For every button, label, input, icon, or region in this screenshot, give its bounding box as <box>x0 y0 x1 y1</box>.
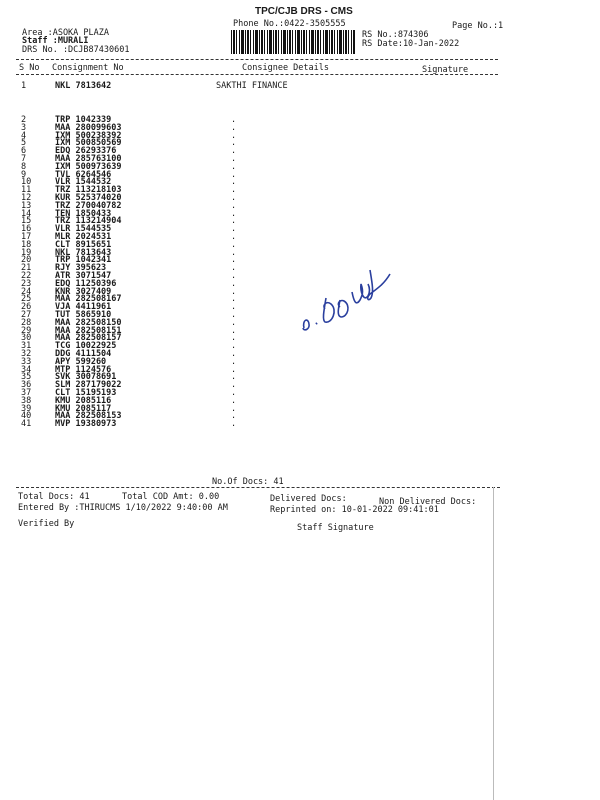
row-sno: 5 <box>21 138 27 149</box>
table-row <box>0 138 600 149</box>
row-consignment: TEN 1850433 <box>55 208 112 219</box>
row-sno: 15 <box>21 216 32 227</box>
row-sno: 28 <box>21 317 32 328</box>
row-consignee-placeholder: . <box>231 317 237 328</box>
row-consignee-placeholder: . <box>231 388 237 398</box>
row-consignee-placeholder: . <box>231 185 237 196</box>
row-consignment: MTP 1124576 <box>55 364 112 375</box>
row-sno: 31 <box>21 341 32 352</box>
row-consignee-placeholder: . <box>231 122 237 133</box>
table-row <box>0 365 600 373</box>
row-consignment: CLT 15195193 <box>55 388 117 398</box>
row-consignee-placeholder: . <box>231 216 237 227</box>
table-row <box>0 372 600 383</box>
table-row <box>0 170 600 178</box>
table-row <box>0 115 600 123</box>
row-sno: 4 <box>21 130 27 141</box>
row-consignment: ATR 3071547 <box>55 271 112 281</box>
table-row <box>0 240 600 248</box>
table-row <box>0 131 600 139</box>
row-consignee-placeholder: . <box>231 169 237 180</box>
row-sno: 32 <box>21 349 32 359</box>
row-sno: 37 <box>21 388 32 398</box>
row-sno: 30 <box>21 333 32 344</box>
row-consignment: SLM 287179022 <box>55 380 122 391</box>
table-row <box>0 388 600 396</box>
table-row <box>0 419 600 430</box>
row-consignment: EDQ 11250396 <box>55 278 117 289</box>
row-sno: 21 <box>21 263 32 274</box>
row-consignment: KMU 2085117 <box>55 403 112 414</box>
row-consignment: TVL 6264546 <box>55 169 112 180</box>
row-sno: 26 <box>21 302 32 313</box>
row-sno: 13 <box>21 200 32 211</box>
row-consignee-placeholder: . <box>231 115 237 125</box>
area-label: Area :ASOKA PLAZA <box>22 28 109 38</box>
row-consignment: MAA 282508153 <box>55 411 122 422</box>
row-consignment: SVK 30078691 <box>55 372 117 383</box>
row-consignee-placeholder: . <box>231 130 237 141</box>
row-sno: 39 <box>21 403 32 414</box>
row-sno: 34 <box>21 364 32 375</box>
row-consignee-placeholder: . <box>231 372 237 383</box>
row-consignment: KMU 2085116 <box>55 395 112 406</box>
row-sno: 33 <box>21 356 32 367</box>
row-sno: 14 <box>21 208 32 219</box>
row-consignment: IXM 500238392 <box>55 130 122 141</box>
row-consignment: TUT 5865910 <box>55 310 112 320</box>
row-sno: 18 <box>21 239 32 250</box>
row-sno: 7 <box>21 154 27 164</box>
table-row <box>0 380 600 391</box>
row-consignment: TRZ 113214904 <box>55 216 122 227</box>
table-row <box>0 349 600 357</box>
row-consignee: SAKTHI FINANCE <box>216 81 288 91</box>
row-consignment: APY 599260 <box>55 356 107 367</box>
row-consignment: CLT 8915651 <box>55 239 112 250</box>
table-row <box>0 411 600 422</box>
row-consignment: MAA 280099603 <box>55 122 122 133</box>
row-consignment: EDQ 26293376 <box>55 146 117 157</box>
reprinted-on: Reprinted on: 10-01-2022 09:41:01 <box>270 505 439 515</box>
col-consignee-details: Consignee Details <box>242 63 329 73</box>
row-consignment: TRZ 113218103 <box>55 185 122 196</box>
row-consignment: MAA 282508150 <box>55 317 122 328</box>
delivered-docs: Delivered Docs: <box>270 494 347 504</box>
row-consignee-placeholder: . <box>231 302 237 313</box>
row-consignment: MAA 282508157 <box>55 333 122 344</box>
entered-by: Entered By :THIRUCMS 1/10/2022 9:40:00 AM <box>18 503 228 513</box>
row-consignment: TRP 1042339 <box>55 115 112 125</box>
row-sno: 9 <box>21 169 27 180</box>
row-consignee-placeholder: . <box>231 333 237 344</box>
row-consignee-placeholder: . <box>231 356 237 367</box>
verified-by: Verified By <box>18 519 75 529</box>
row-consignment: RJY 395623 <box>55 263 107 274</box>
col-signature: Signature <box>422 65 469 75</box>
row-consignee-placeholder: . <box>231 200 237 211</box>
row-consignee-placeholder: . <box>231 247 237 258</box>
table-row <box>0 146 600 157</box>
phone-number: Phone No.:0422-3505555 <box>233 19 346 29</box>
header-divider-top <box>16 59 498 60</box>
row-consignee-placeholder: . <box>231 380 237 391</box>
header-divider-bottom <box>16 74 498 75</box>
row-sno: 40 <box>21 411 32 422</box>
table-row <box>0 185 600 196</box>
row-consignee-placeholder: . <box>231 395 237 406</box>
table-row <box>0 81 600 89</box>
row-consignment: IXM 500850569 <box>55 138 122 149</box>
signature-scribble <box>298 262 398 336</box>
row-sno: 38 <box>21 395 32 406</box>
page-number: Page No.:1 <box>452 21 504 31</box>
row-consignment: TRZ 270040782 <box>55 200 122 211</box>
row-consignment: MAA 285763100 <box>55 154 122 164</box>
row-sno: 6 <box>21 146 27 157</box>
row-consignee-placeholder: . <box>231 154 237 164</box>
row-sno: 16 <box>21 224 32 235</box>
total-docs: Total Docs: 41 <box>18 492 90 502</box>
row-consignee-placeholder: . <box>231 411 237 422</box>
table-row <box>0 216 600 227</box>
row-sno: 36 <box>21 380 32 391</box>
row-consignee-placeholder: . <box>231 310 237 320</box>
col-consignment: Consignment No <box>52 63 124 73</box>
row-consignee-placeholder: . <box>231 193 237 203</box>
row-consignment: DDG 4111504 <box>55 349 112 359</box>
row-consignment: MVP 19380973 <box>55 419 117 430</box>
row-consignee-placeholder: . <box>231 364 237 375</box>
table-row <box>0 232 600 240</box>
row-sno: 2 <box>21 115 27 125</box>
table-row <box>0 341 600 352</box>
col-sno: S No <box>19 63 40 73</box>
row-consignment: MLR 2024531 <box>55 232 112 242</box>
table-row <box>0 404 600 412</box>
row-consignment: TCG 10022925 <box>55 341 117 352</box>
row-sno: 35 <box>21 372 32 383</box>
table-row <box>0 224 600 235</box>
document-title: TPC/CJB DRS - CMS <box>255 6 353 17</box>
table-row <box>0 396 600 404</box>
row-consignee-placeholder: . <box>231 286 237 297</box>
row-consignee-placeholder: . <box>231 271 237 281</box>
row-sno: 22 <box>21 271 32 281</box>
row-consignee-placeholder: . <box>231 278 237 289</box>
staff-label: Staff :MURALI <box>22 36 89 46</box>
drs-number: DRS No. :DCJB87430601 <box>22 45 130 55</box>
row-sno: 11 <box>21 185 32 196</box>
table-row <box>0 154 600 162</box>
row-consignee-placeholder: . <box>231 255 237 266</box>
no-of-docs: No.Of Docs: 41 <box>212 477 284 487</box>
page-edge-line <box>493 487 494 800</box>
row-consignee-placeholder: . <box>231 239 237 250</box>
table-row <box>0 209 600 217</box>
row-consignee-placeholder: . <box>231 349 237 359</box>
row-sno: 1 <box>21 81 27 91</box>
table-row <box>0 177 600 188</box>
row-sno: 41 <box>21 419 32 430</box>
row-sno: 25 <box>21 294 32 305</box>
row-consignment: IXM 500973639 <box>55 161 122 172</box>
table-row <box>0 193 600 201</box>
row-sno: 10 <box>21 177 32 188</box>
row-consignment: MAA 282508167 <box>55 294 122 305</box>
row-sno: 23 <box>21 278 32 289</box>
table-row <box>0 201 600 209</box>
total-cod-amount: Total COD Amt: 0.00 <box>122 492 220 502</box>
row-consignment: NKL 7813642 <box>55 81 112 91</box>
table-row <box>0 357 600 365</box>
row-consignment: VLR 1544535 <box>55 224 112 235</box>
rs-number: RS No.:874306 <box>362 30 429 40</box>
non-delivered-docs: Non Delivered Docs: <box>379 497 477 507</box>
row-consignee-placeholder: . <box>231 325 237 336</box>
summary-divider <box>16 487 500 488</box>
table-row <box>0 162 600 170</box>
row-consignee-placeholder: . <box>231 232 237 242</box>
rs-date: RS Date:10-Jan-2022 <box>362 39 460 49</box>
row-sno: 20 <box>21 255 32 266</box>
row-consignee-placeholder: . <box>231 419 237 430</box>
staff-signature: Staff Signature <box>297 523 374 533</box>
row-consignee-placeholder: . <box>231 224 237 235</box>
row-consignee-placeholder: . <box>231 341 237 352</box>
row-consignment: MAA 282508151 <box>55 325 122 336</box>
row-sno: 24 <box>21 286 32 297</box>
row-consignee-placeholder: . <box>231 294 237 305</box>
row-consignee-placeholder: . <box>231 138 237 149</box>
row-consignee-placeholder: . <box>231 263 237 274</box>
row-consignment: TRP 1042341 <box>55 255 112 266</box>
row-consignee-placeholder: . <box>231 403 237 414</box>
row-consignment: VJA 4411961 <box>55 302 112 313</box>
row-sno: 19 <box>21 247 32 258</box>
row-consignment: NKL 7813643 <box>55 247 112 258</box>
row-sno: 29 <box>21 325 32 336</box>
row-sno: 27 <box>21 310 32 320</box>
row-sno: 12 <box>21 193 32 203</box>
row-consignee-placeholder: . <box>231 161 237 172</box>
row-consignment: KNR 3027409 <box>55 286 112 297</box>
row-sno: 8 <box>21 161 27 172</box>
row-consignment: VLR 1544532 <box>55 177 112 188</box>
table-row <box>0 248 600 256</box>
row-consignee-placeholder: . <box>231 146 237 157</box>
row-consignee-placeholder: . <box>231 177 237 188</box>
row-sno: 17 <box>21 232 32 242</box>
row-consignee-placeholder: . <box>231 208 237 219</box>
row-sno: 3 <box>21 122 27 133</box>
barcode <box>231 30 355 54</box>
table-row <box>0 123 600 131</box>
row-consignment: KUR 525374020 <box>55 193 122 203</box>
